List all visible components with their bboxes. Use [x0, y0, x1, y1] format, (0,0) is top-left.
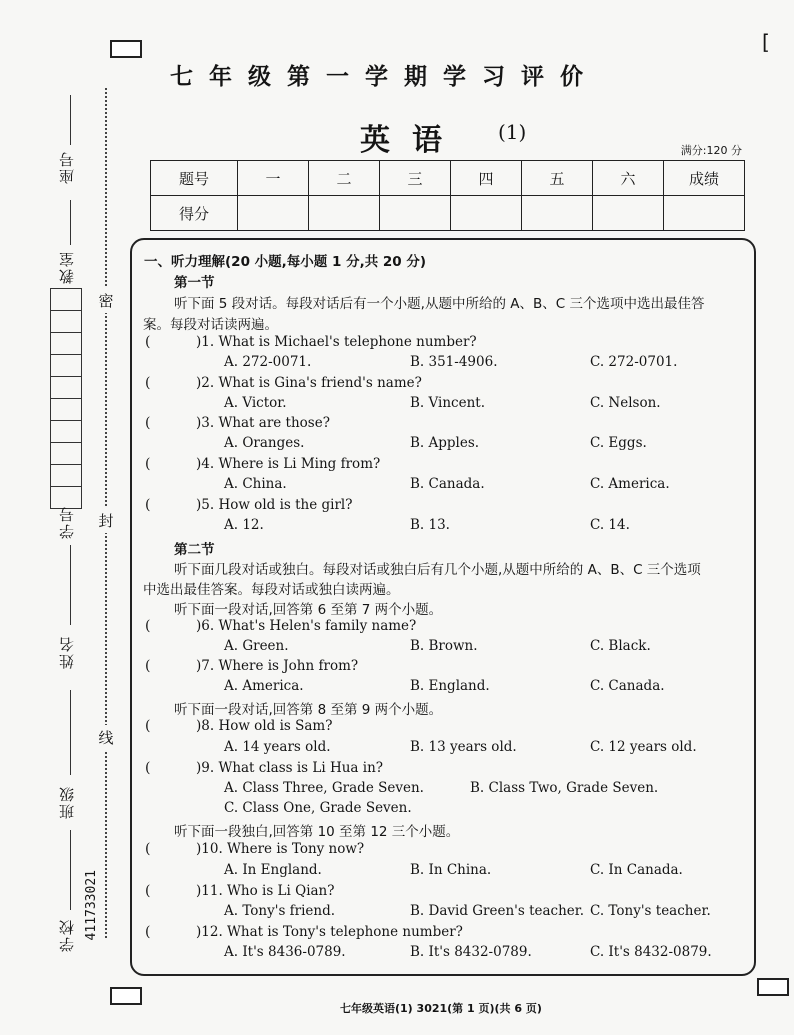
score-cell-5: 五 — [522, 161, 593, 196]
q7-option-c: C. Canada. — [590, 678, 665, 694]
sub-instruction-8-9: 听下面一段对话,回答第 8 至第 9 两个小题。 — [174, 702, 443, 718]
registration-box-bottom-right — [757, 978, 789, 996]
score-table — [150, 160, 745, 231]
q2-option-a: A. Victor. — [224, 395, 287, 411]
score-input-5[interactable] — [522, 196, 593, 231]
subject-title: 英语 — [360, 123, 464, 158]
class-label: 班级 — [58, 785, 76, 819]
part2-title: 第二节 — [174, 542, 215, 558]
q3-option-a: A. Oranges. — [224, 435, 305, 451]
part1-instruction-1: 听下面 5 段对话。每段对话后有一个小题,从题中所给的 A、B、C 三个选项中选出最佳答 — [174, 296, 705, 312]
q1-option-b: B. 351-4906. — [410, 354, 498, 370]
answer-paren-5[interactable]: ( — [145, 497, 151, 513]
paper-number: (1) — [498, 120, 527, 144]
q12-option-c: C. It's 8432-0879. — [590, 944, 712, 960]
answer-paren-8[interactable]: ( — [145, 718, 151, 734]
registration-box-top-left — [110, 40, 142, 58]
q10-option-b: B. In China. — [410, 862, 492, 878]
score-cell-6: 六 — [593, 161, 664, 196]
q1-option-c: C. 272-0701. — [590, 354, 678, 370]
seal-feng: 封 — [97, 508, 115, 533]
q3-option-c: C. Eggs. — [590, 435, 647, 451]
q8-option-c: C. 12 years old. — [590, 739, 697, 755]
question-9: )9. What class is Li Hua in? — [196, 760, 384, 776]
registration-box-bottom-left — [110, 987, 142, 1005]
question-1: )1. What is Michael's telephone number? — [196, 334, 477, 350]
question-2: )2. What is Gina's friend's name? — [196, 375, 422, 391]
room-line — [70, 200, 71, 245]
score-input-total[interactable] — [664, 196, 745, 231]
q5-option-a: A. 12. — [224, 517, 264, 533]
answer-paren-1[interactable]: ( — [145, 334, 151, 350]
name-label: 姓名 — [58, 635, 76, 669]
q3-option-b: B. Apples. — [410, 435, 480, 451]
q8-option-b: B. 13 years old. — [410, 739, 517, 755]
sub-instruction-10-12: 听下面一段独白,回答第 10 至第 12 三个小题。 — [174, 824, 460, 840]
score-cell-total: 成绩 — [664, 161, 745, 196]
score-input-3[interactable] — [380, 196, 451, 231]
q1-option-a: A. 272-0071. — [224, 354, 312, 370]
question-8: )8. How old is Sam? — [196, 718, 333, 734]
q12-option-a: A. It's 8436-0789. — [224, 944, 346, 960]
q2-option-c: C. Nelson. — [590, 395, 661, 411]
score-row-label: 得分 — [151, 196, 238, 231]
question-7: )7. Where is John from? — [196, 658, 359, 674]
score-cell-3: 三 — [380, 161, 451, 196]
q11-option-c: C. Tony's teacher. — [590, 903, 711, 919]
sub-instruction-6-7: 听下面一段对话,回答第 6 至第 7 两个小题。 — [174, 602, 443, 618]
q6-option-b: B. Brown. — [410, 638, 478, 654]
score-cell-label: 题号 — [151, 161, 238, 196]
q4-option-b: B. Canada. — [410, 476, 485, 492]
score-table-score-row — [151, 196, 745, 231]
q8-option-a: A. 14 years old. — [224, 739, 331, 755]
question-6: )6. What's Helen's family name? — [196, 618, 417, 634]
serial-number: 411733021 — [84, 870, 99, 941]
answer-paren-3[interactable]: ( — [145, 415, 151, 431]
seat-label: 座号 — [58, 150, 76, 184]
answer-paren-10[interactable]: ( — [145, 841, 151, 857]
room-label: 教室 — [58, 250, 76, 284]
answer-paren-9[interactable]: ( — [145, 760, 151, 776]
score-table-header-row — [151, 161, 745, 196]
question-12: )12. What is Tony's telephone number? — [196, 924, 463, 940]
q11-option-a: A. Tony's friend. — [224, 903, 336, 919]
question-5: )5. How old is the girl? — [196, 497, 353, 513]
corner-bracket-mark: [ — [762, 30, 770, 54]
q5-option-b: B. 13. — [410, 517, 450, 533]
school-label: 学校 — [58, 918, 76, 952]
q9-option-b: B. Class Two, Grade Seven. — [470, 780, 659, 796]
q12-option-b: B. It's 8432-0789. — [410, 944, 532, 960]
student-no-label: 学号 — [58, 505, 76, 539]
part2-instruction-1: 听下面几段对话或独白。每段对话或独白后有几个小题,从题中所给的 A、B、C 三个选项 — [174, 562, 701, 578]
question-4: )4. Where is Li Ming from? — [196, 456, 381, 472]
part1-instruction-2: 案。每段对话读两遍。 — [143, 317, 278, 333]
q4-option-c: C. America. — [590, 476, 670, 492]
section1-heading: 一、听力理解(20 小题,每小题 1 分,共 20 分) — [144, 254, 427, 270]
q10-option-a: A. In England. — [224, 862, 322, 878]
seat-line — [70, 95, 71, 145]
q10-option-c: C. In Canada. — [590, 862, 683, 878]
q4-option-a: A. China. — [224, 476, 287, 492]
answer-paren-2[interactable]: ( — [145, 375, 151, 391]
q6-option-a: A. Green. — [224, 638, 289, 654]
name-line — [70, 545, 71, 625]
question-3: )3. What are those? — [196, 415, 330, 431]
part2-instruction-2: 中选出最佳答案。每段对话或独白读两遍。 — [143, 582, 400, 598]
score-cell-1: 一 — [238, 161, 309, 196]
score-input-1[interactable] — [238, 196, 309, 231]
class-line — [70, 690, 71, 775]
q11-option-b: B. David Green's teacher. — [410, 903, 585, 919]
score-cell-2: 二 — [309, 161, 380, 196]
seal-mi: 密 — [97, 288, 115, 313]
seal-xian: 线 — [97, 725, 115, 750]
q9-option-c: C. Class One, Grade Seven. — [224, 800, 412, 816]
score-input-6[interactable] — [593, 196, 664, 231]
q2-option-b: B. Vincent. — [410, 395, 485, 411]
school-line — [70, 830, 71, 910]
score-input-4[interactable] — [451, 196, 522, 231]
full-mark: 满分:120 分 — [680, 144, 742, 157]
student-number-grid[interactable] — [50, 288, 82, 509]
q9-option-a: A. Class Three, Grade Seven. — [224, 780, 424, 796]
answer-paren-4[interactable]: ( — [145, 456, 151, 472]
page-footer: 七年级英语(1) 3021(第 1 页)(共 6 页) — [340, 1002, 542, 1015]
part1-title: 第一节 — [174, 275, 215, 291]
question-11: )11. Who is Li Qian? — [196, 883, 335, 899]
q5-option-c: C. 14. — [590, 517, 630, 533]
q6-option-c: C. Black. — [590, 638, 651, 654]
answer-paren-11[interactable]: ( — [145, 883, 151, 899]
score-input-2[interactable] — [309, 196, 380, 231]
question-10: )10. Where is Tony now? — [196, 841, 365, 857]
q7-option-a: A. America. — [224, 678, 304, 694]
answer-paren-7[interactable]: ( — [145, 658, 151, 674]
score-cell-4: 四 — [451, 161, 522, 196]
answer-paren-12[interactable]: ( — [145, 924, 151, 940]
q7-option-b: B. England. — [410, 678, 490, 694]
answer-paren-6[interactable]: ( — [145, 618, 151, 634]
exam-title: 七年级第一学期学习评价 — [170, 64, 599, 90]
